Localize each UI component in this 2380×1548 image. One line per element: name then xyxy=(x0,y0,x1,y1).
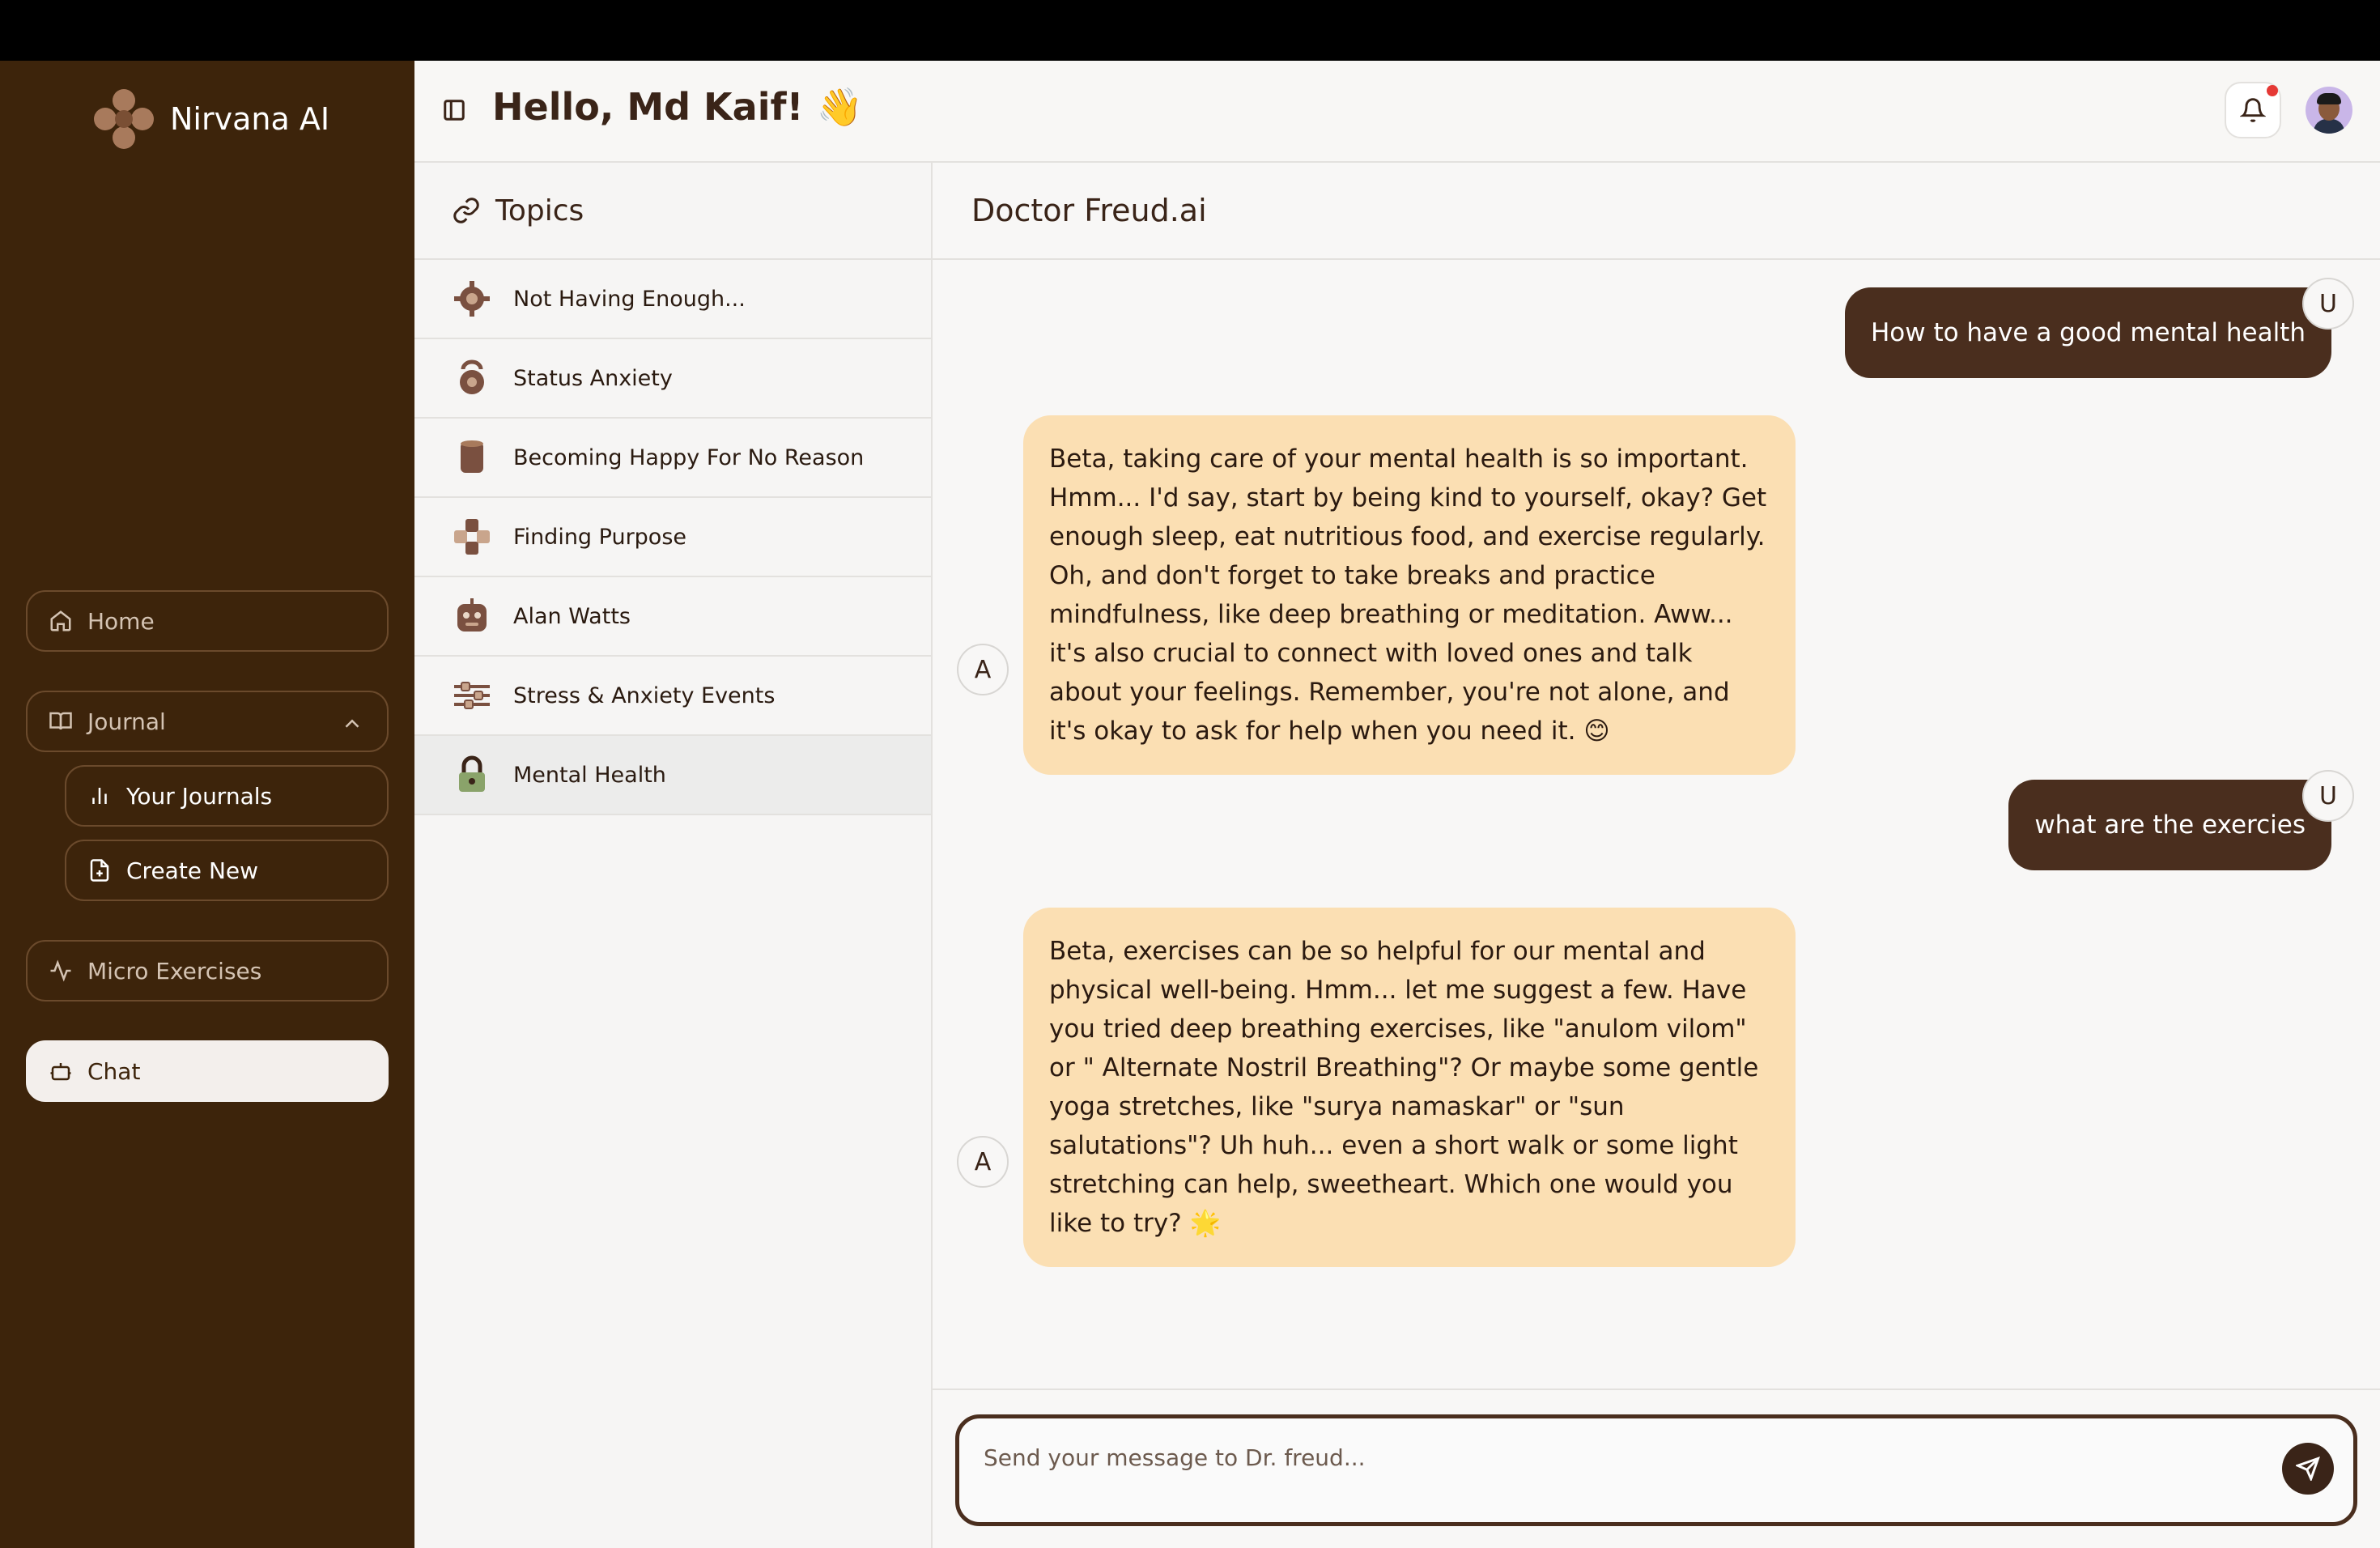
topic-item[interactable] xyxy=(414,339,931,419)
send-icon xyxy=(2296,1457,2320,1481)
topic-item[interactable] xyxy=(414,577,931,657)
link-icon xyxy=(452,196,481,225)
topic-item[interactable] xyxy=(414,498,931,577)
topic-label: Stress & Anxiety Events xyxy=(513,683,776,708)
message-input[interactable] xyxy=(984,1441,2246,1474)
sidebar-item-label: Your Journals xyxy=(126,782,273,810)
brand-name: Nirvana AI xyxy=(170,101,330,137)
topics-title: Topics xyxy=(495,194,584,228)
topic-label: Not Having Enough... xyxy=(513,286,746,312)
puzzle-icon xyxy=(452,517,492,557)
user-avatar-initial: U xyxy=(2302,278,2354,330)
bar-chart-icon xyxy=(87,784,112,808)
sidebar-item-label: Create New xyxy=(126,857,259,884)
sliders-icon xyxy=(452,675,492,716)
topic-item-active[interactable] xyxy=(414,736,931,815)
brand[interactable] xyxy=(94,87,329,151)
composer-area xyxy=(933,1389,2380,1548)
panel-left-icon xyxy=(442,98,466,122)
topic-item[interactable] xyxy=(414,657,931,736)
send-button[interactable] xyxy=(2282,1443,2334,1495)
topic-label: Finding Purpose xyxy=(513,524,687,550)
message-composer xyxy=(955,1414,2357,1526)
sidebar-item-label: Journal xyxy=(87,708,166,735)
sidebar-toggle-button[interactable] xyxy=(442,98,466,122)
ai-message: Beta, exercises can be so helpful for our mental and physical well-being. Hmm... let me suggest a few. Have you tried deep breathing exercises, like "anulom vilom" or " Alternate Nostril Breathing"? Or maybe some gentle yoga stretches, like "surya namaskar" or "sun salutations"? Uh huh... even a short walk or some light stretching can help, sweetheart. Which one would you like to try? 🌟 xyxy=(1023,908,1796,1267)
topics-panel xyxy=(414,163,933,1548)
topic-label: Status Anxiety xyxy=(513,365,673,391)
topic-label: Mental Health xyxy=(513,762,666,788)
gear-icon xyxy=(452,279,492,319)
top-black-bar xyxy=(0,0,2380,61)
robot-face-icon xyxy=(452,596,492,636)
user-message: what are the exercies xyxy=(2008,780,2331,870)
topics-header xyxy=(414,163,931,260)
user-avatar[interactable] xyxy=(2306,87,2352,134)
notifications-button[interactable] xyxy=(2225,82,2281,138)
bell-icon xyxy=(2240,97,2266,123)
user-message: How to have a good mental health xyxy=(1845,287,2331,378)
notification-dot xyxy=(2267,85,2278,96)
book-icon xyxy=(49,709,73,734)
sidebar-item-label: Home xyxy=(87,607,155,635)
sidebar-item-chat[interactable] xyxy=(26,1040,389,1102)
sidebar-item-create-new[interactable] xyxy=(65,840,389,901)
sidebar-item-micro-exercises[interactable] xyxy=(26,940,389,1002)
chat-title: Doctor Freud.ai xyxy=(933,163,2380,260)
topic-label: Alan Watts xyxy=(513,603,631,629)
activity-icon xyxy=(49,959,73,983)
sidebar-item-home[interactable] xyxy=(26,590,389,652)
sidebar-item-label: Micro Exercises xyxy=(87,957,262,985)
chat-panel xyxy=(933,163,2380,1548)
bot-icon xyxy=(49,1059,73,1083)
file-plus-icon xyxy=(87,858,112,882)
sidebar-item-your-journals[interactable] xyxy=(65,765,389,827)
sidebar-item-journal[interactable] xyxy=(26,691,389,752)
ai-avatar-initial: A xyxy=(957,1136,1009,1188)
ai-avatar-initial: A xyxy=(957,644,1009,695)
sidebar xyxy=(0,61,414,1548)
chevron-up-icon[interactable] xyxy=(340,712,364,736)
user-avatar-initial: U xyxy=(2302,770,2354,822)
home-icon xyxy=(49,609,73,633)
topic-label: Becoming Happy For No Reason xyxy=(513,444,865,470)
sidebar-item-label: Chat xyxy=(87,1057,141,1085)
nirvana-logo-icon xyxy=(94,89,154,149)
topic-item[interactable] xyxy=(414,260,931,339)
ai-message: Beta, taking care of your mental health is so important. Hmm... I'd say, start by being kind to yourself, okay? Get enough sleep, eat nutritious food, and exercise regularly. Oh, and don't forget to take breaks and practice mindfulness, like deep breathing or meditation. Aww... it's also crucial to connect with loved ones and talk about your feelings. Remember, you're not alone, and it's okay to ask for help when you need it. 😊 xyxy=(1023,415,1796,775)
kettlebell-icon xyxy=(452,358,492,398)
cylinder-icon xyxy=(452,437,492,478)
header xyxy=(414,61,2380,163)
topic-item[interactable] xyxy=(414,419,931,498)
lock-icon xyxy=(452,755,492,795)
page-greeting: Hello, Md Kaif! 👋 xyxy=(492,85,863,129)
